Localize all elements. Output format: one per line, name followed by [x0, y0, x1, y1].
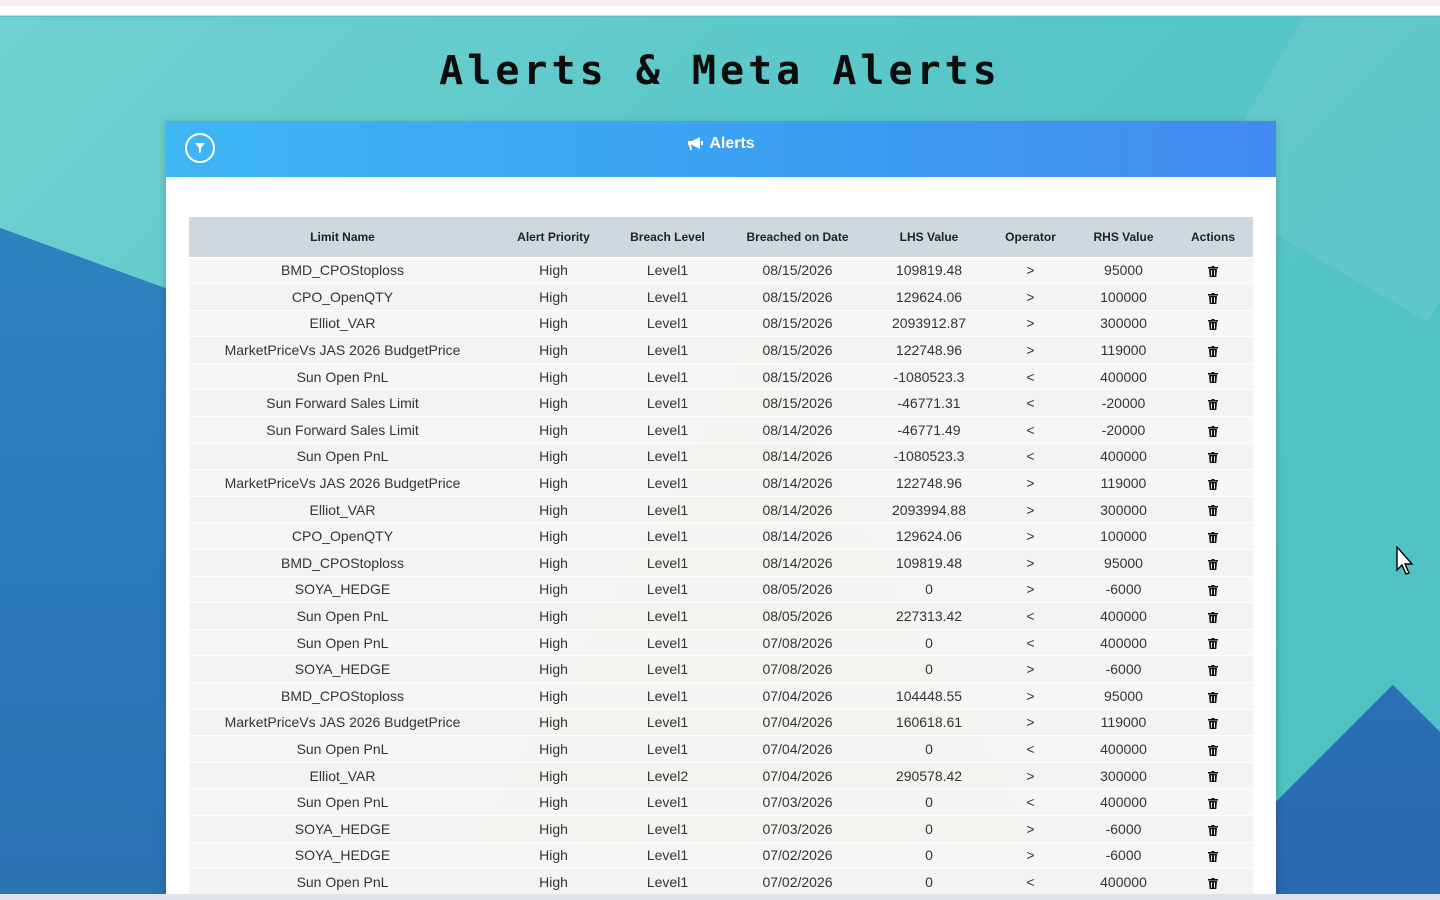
actions-cell — [1173, 523, 1253, 550]
column-header[interactable]: Operator — [987, 217, 1074, 257]
breached-date-cell: 08/14/2026 — [724, 470, 871, 497]
breached-date-cell: 07/02/2026 — [724, 869, 871, 894]
limit-name-cell: CPO_OpenQTY — [189, 523, 496, 550]
breached-date-cell: 08/15/2026 — [724, 337, 871, 364]
trash-icon[interactable] — [1208, 505, 1218, 516]
operator-cell: < — [987, 869, 1074, 894]
rhs-value-cell: 100000 — [1074, 523, 1173, 550]
breached-date-cell: 07/08/2026 — [724, 656, 871, 683]
operator-cell: > — [987, 709, 1074, 736]
breach-level-cell: Level1 — [611, 443, 724, 470]
rhs-value-cell: -20000 — [1074, 390, 1173, 417]
alert-priority-cell: High — [496, 762, 611, 789]
alert-priority-cell: High — [496, 842, 611, 869]
operator-cell: > — [987, 523, 1074, 550]
trash-icon[interactable] — [1208, 612, 1218, 623]
trash-icon[interactable] — [1208, 851, 1218, 862]
operator-cell: < — [987, 736, 1074, 763]
limit-name-cell: Sun Open PnL — [189, 363, 496, 390]
lhs-value-cell: 104448.55 — [871, 683, 987, 710]
operator-cell: > — [987, 576, 1074, 603]
actions-cell — [1173, 709, 1253, 736]
breached-date-cell: 08/15/2026 — [724, 363, 871, 390]
alert-priority-cell: High — [496, 629, 611, 656]
rhs-value-cell: 119000 — [1074, 470, 1173, 497]
breached-date-cell: 08/15/2026 — [724, 257, 871, 284]
actions-cell — [1173, 337, 1253, 364]
table-row — [189, 310, 1253, 337]
actions-cell — [1173, 762, 1253, 789]
operator-cell: > — [987, 337, 1074, 364]
breach-level-cell: Level2 — [611, 762, 724, 789]
alert-priority-cell: High — [496, 789, 611, 816]
breach-level-cell: Level1 — [611, 257, 724, 284]
operator-cell: > — [987, 683, 1074, 710]
lhs-value-cell: 227313.42 — [871, 603, 987, 630]
trash-icon[interactable] — [1208, 771, 1218, 782]
lhs-value-cell: 122748.96 — [871, 337, 987, 364]
breach-level-cell: Level1 — [611, 603, 724, 630]
breach-level-cell: Level1 — [611, 390, 724, 417]
browser-bottom-strip — [0, 894, 1440, 900]
operator-cell: < — [987, 603, 1074, 630]
breach-level-cell: Level1 — [611, 709, 724, 736]
rhs-value-cell: 119000 — [1074, 709, 1173, 736]
alerts-card-header — [166, 121, 1276, 177]
limit-name-cell: Sun Open PnL — [189, 603, 496, 630]
table-row — [189, 390, 1253, 417]
breached-date-cell: 07/02/2026 — [724, 842, 871, 869]
trash-icon[interactable] — [1208, 372, 1218, 383]
table-row — [189, 736, 1253, 763]
alert-priority-cell: High — [496, 869, 611, 894]
breach-level-cell: Level1 — [611, 629, 724, 656]
trash-icon[interactable] — [1208, 452, 1218, 463]
limit-name-cell: Sun Open PnL — [189, 869, 496, 894]
table-row — [189, 417, 1253, 444]
browser-top-strip — [0, 0, 1440, 16]
operator-cell: < — [987, 629, 1074, 656]
breached-date-cell: 08/05/2026 — [724, 576, 871, 603]
actions-cell — [1173, 603, 1253, 630]
limit-name-cell: Sun Forward Sales Limit — [189, 390, 496, 417]
alerts-card — [166, 121, 1276, 894]
table-row — [189, 470, 1253, 497]
table-row — [189, 550, 1253, 577]
breached-date-cell: 08/15/2026 — [724, 310, 871, 337]
breached-date-cell: 08/14/2026 — [724, 443, 871, 470]
operator-cell: > — [987, 496, 1074, 523]
breached-date-cell: 07/03/2026 — [724, 789, 871, 816]
alert-priority-cell: High — [496, 736, 611, 763]
trash-icon[interactable] — [1208, 718, 1218, 729]
actions-cell — [1173, 815, 1253, 842]
actions-cell — [1173, 390, 1253, 417]
column-header[interactable]: RHS Value — [1074, 217, 1173, 257]
breached-date-cell: 07/04/2026 — [724, 736, 871, 763]
lhs-value-cell: -46771.31 — [871, 390, 987, 417]
limit-name-cell: BMD_CPOStoploss — [189, 683, 496, 710]
alert-priority-cell: High — [496, 470, 611, 497]
operator-cell: > — [987, 762, 1074, 789]
trash-icon[interactable] — [1208, 825, 1218, 836]
actions-cell — [1173, 363, 1253, 390]
breached-date-cell: 08/14/2026 — [724, 523, 871, 550]
lhs-value-cell: 0 — [871, 789, 987, 816]
table-row — [189, 842, 1253, 869]
operator-cell: > — [987, 815, 1074, 842]
card-body — [166, 177, 1276, 894]
breach-level-cell: Level1 — [611, 815, 724, 842]
lhs-value-cell: 290578.42 — [871, 762, 987, 789]
rhs-value-cell: 95000 — [1074, 683, 1173, 710]
actions-cell — [1173, 683, 1253, 710]
limit-name-cell: Sun Forward Sales Limit — [189, 417, 496, 444]
rhs-value-cell: -6000 — [1074, 842, 1173, 869]
table-row — [189, 284, 1253, 311]
alert-priority-cell: High — [496, 337, 611, 364]
limit-name-cell: Elliot_VAR — [189, 310, 496, 337]
breached-date-cell: 08/15/2026 — [724, 390, 871, 417]
trash-icon[interactable] — [1208, 319, 1218, 330]
rhs-value-cell: -6000 — [1074, 656, 1173, 683]
trash-icon[interactable] — [1208, 479, 1218, 490]
actions-cell — [1173, 284, 1253, 311]
table-row — [189, 337, 1253, 364]
alert-priority-cell: High — [496, 417, 611, 444]
trash-icon[interactable] — [1208, 638, 1218, 649]
operator-cell: > — [987, 842, 1074, 869]
breach-level-cell: Level1 — [611, 842, 724, 869]
table-row — [189, 443, 1253, 470]
column-header[interactable]: Limit Name — [189, 217, 496, 257]
actions-cell — [1173, 842, 1253, 869]
breach-level-cell: Level1 — [611, 869, 724, 894]
trash-icon[interactable] — [1208, 745, 1218, 756]
lhs-value-cell: 0 — [871, 656, 987, 683]
operator-cell: < — [987, 363, 1074, 390]
alert-priority-cell: High — [496, 576, 611, 603]
actions-cell — [1173, 496, 1253, 523]
lhs-value-cell: 160618.61 — [871, 709, 987, 736]
table-row — [189, 762, 1253, 789]
lhs-value-cell: 0 — [871, 629, 987, 656]
rhs-value-cell: 400000 — [1074, 736, 1173, 763]
rhs-value-cell: -20000 — [1074, 417, 1173, 444]
breach-level-cell: Level1 — [611, 496, 724, 523]
limit-name-cell: Sun Open PnL — [189, 736, 496, 763]
table-row — [189, 683, 1253, 710]
operator-cell: < — [987, 443, 1074, 470]
trash-icon[interactable] — [1208, 798, 1218, 809]
table-row — [189, 789, 1253, 816]
breached-date-cell: 08/14/2026 — [724, 417, 871, 444]
breach-level-cell: Level1 — [611, 284, 724, 311]
limit-name-cell: SOYA_HEDGE — [189, 656, 496, 683]
lhs-value-cell: 0 — [871, 842, 987, 869]
column-header[interactable]: Breached on Date — [724, 217, 871, 257]
lhs-value-cell: 129624.06 — [871, 284, 987, 311]
limit-name-cell: SOYA_HEDGE — [189, 842, 496, 869]
alert-priority-cell: High — [496, 815, 611, 842]
breach-level-cell: Level1 — [611, 656, 724, 683]
actions-cell — [1173, 789, 1253, 816]
breach-level-cell: Level1 — [611, 337, 724, 364]
alert-priority-cell: High — [496, 257, 611, 284]
rhs-value-cell: -6000 — [1074, 576, 1173, 603]
lhs-value-cell: 122748.96 — [871, 470, 987, 497]
actions-cell — [1173, 550, 1253, 577]
breached-date-cell: 08/14/2026 — [724, 550, 871, 577]
alert-priority-cell: High — [496, 603, 611, 630]
trash-icon[interactable] — [1208, 585, 1218, 596]
limit-name-cell: BMD_CPOStoploss — [189, 550, 496, 577]
table-row — [189, 869, 1253, 894]
column-header[interactable]: LHS Value — [871, 217, 987, 257]
operator-cell: < — [987, 390, 1074, 417]
alert-priority-cell: High — [496, 656, 611, 683]
alert-priority-cell: High — [496, 550, 611, 577]
breach-level-cell: Level1 — [611, 789, 724, 816]
rhs-value-cell: 400000 — [1074, 363, 1173, 390]
card-header-title — [166, 135, 1276, 153]
rhs-value-cell: 95000 — [1074, 257, 1173, 284]
limit-name-cell: MarketPriceVs JAS 2026 BudgetPrice — [189, 709, 496, 736]
lhs-value-cell: -46771.49 — [871, 417, 987, 444]
limit-name-cell: MarketPriceVs JAS 2026 BudgetPrice — [189, 470, 496, 497]
alert-priority-cell: High — [496, 683, 611, 710]
alert-priority-cell: High — [496, 443, 611, 470]
bullhorn-icon — [687, 136, 705, 152]
table-header-row — [189, 217, 1253, 257]
limit-name-cell: SOYA_HEDGE — [189, 815, 496, 842]
alert-priority-cell: High — [496, 709, 611, 736]
alert-priority-cell: High — [496, 390, 611, 417]
trash-icon[interactable] — [1208, 399, 1218, 410]
lhs-value-cell: -1080523.3 — [871, 363, 987, 390]
trash-icon[interactable] — [1208, 559, 1218, 570]
rhs-value-cell: 100000 — [1074, 284, 1173, 311]
limit-name-cell: Elliot_VAR — [189, 496, 496, 523]
trash-icon[interactable] — [1208, 532, 1218, 543]
table-row — [189, 815, 1253, 842]
operator-cell: < — [987, 789, 1074, 816]
actions-cell — [1173, 656, 1253, 683]
table-row — [189, 629, 1253, 656]
table-row — [189, 603, 1253, 630]
actions-cell — [1173, 576, 1253, 603]
breach-level-cell: Level1 — [611, 310, 724, 337]
rhs-value-cell: 400000 — [1074, 869, 1173, 894]
breach-level-cell: Level1 — [611, 550, 724, 577]
breach-level-cell: Level1 — [611, 683, 724, 710]
table-row — [189, 363, 1253, 390]
rhs-value-cell: 400000 — [1074, 629, 1173, 656]
table-body — [189, 257, 1253, 894]
alert-priority-cell: High — [496, 363, 611, 390]
breach-level-cell: Level1 — [611, 523, 724, 550]
limit-name-cell: Sun Open PnL — [189, 443, 496, 470]
rhs-value-cell: 119000 — [1074, 337, 1173, 364]
alert-priority-cell: High — [496, 523, 611, 550]
table-row — [189, 257, 1253, 284]
breached-date-cell: 07/04/2026 — [724, 683, 871, 710]
actions-cell — [1173, 736, 1253, 763]
trash-icon[interactable] — [1208, 426, 1218, 437]
breach-level-cell: Level1 — [611, 576, 724, 603]
lhs-value-cell: 2093912.87 — [871, 310, 987, 337]
column-header[interactable]: Alert Priority — [496, 217, 611, 257]
operator-cell: > — [987, 257, 1074, 284]
breached-date-cell: 07/04/2026 — [724, 762, 871, 789]
table-row — [189, 709, 1253, 736]
breached-date-cell: 08/05/2026 — [724, 603, 871, 630]
operator-cell: > — [987, 470, 1074, 497]
trash-icon[interactable] — [1208, 692, 1218, 703]
limit-name-cell: SOYA_HEDGE — [189, 576, 496, 603]
operator-cell: > — [987, 310, 1074, 337]
lhs-value-cell: 0 — [871, 815, 987, 842]
breached-date-cell: 07/03/2026 — [724, 815, 871, 842]
column-header[interactable]: Breach Level — [611, 217, 724, 257]
actions-cell — [1173, 443, 1253, 470]
trash-icon[interactable] — [1208, 346, 1218, 357]
lhs-value-cell: 0 — [871, 576, 987, 603]
card-header-label: Alerts — [709, 135, 755, 152]
lhs-value-cell: 129624.06 — [871, 523, 987, 550]
breach-level-cell: Level1 — [611, 470, 724, 497]
trash-icon[interactable] — [1208, 665, 1218, 676]
alert-priority-cell: High — [496, 310, 611, 337]
rhs-value-cell: 300000 — [1074, 762, 1173, 789]
trash-icon[interactable] — [1208, 266, 1218, 277]
table-row — [189, 523, 1253, 550]
actions-cell — [1173, 629, 1253, 656]
rhs-value-cell: 300000 — [1074, 310, 1173, 337]
trash-icon[interactable] — [1208, 878, 1218, 889]
breach-level-cell: Level1 — [611, 417, 724, 444]
breached-date-cell: 07/04/2026 — [724, 709, 871, 736]
column-header[interactable]: Actions — [1173, 217, 1253, 257]
rhs-value-cell: 300000 — [1074, 496, 1173, 523]
lhs-value-cell: 2093994.88 — [871, 496, 987, 523]
actions-cell — [1173, 470, 1253, 497]
trash-icon[interactable] — [1208, 293, 1218, 304]
operator-cell: < — [987, 417, 1074, 444]
actions-cell — [1173, 257, 1253, 284]
breach-level-cell: Level1 — [611, 363, 724, 390]
rhs-value-cell: 400000 — [1074, 789, 1173, 816]
limit-name-cell: Sun Open PnL — [189, 629, 496, 656]
operator-cell: > — [987, 550, 1074, 577]
breached-date-cell: 07/08/2026 — [724, 629, 871, 656]
lhs-value-cell: 0 — [871, 869, 987, 894]
lhs-value-cell: 0 — [871, 736, 987, 763]
lhs-value-cell: -1080523.3 — [871, 443, 987, 470]
actions-cell — [1173, 417, 1253, 444]
rhs-value-cell: 400000 — [1074, 443, 1173, 470]
limit-name-cell: CPO_OpenQTY — [189, 284, 496, 311]
limit-name-cell: Sun Open PnL — [189, 789, 496, 816]
table-row — [189, 496, 1253, 523]
lhs-value-cell: 109819.48 — [871, 257, 987, 284]
alert-priority-cell: High — [496, 284, 611, 311]
lhs-value-cell: 109819.48 — [871, 550, 987, 577]
rhs-value-cell: 400000 — [1074, 603, 1173, 630]
limit-name-cell: MarketPriceVs JAS 2026 BudgetPrice — [189, 337, 496, 364]
alerts-table — [189, 217, 1253, 894]
actions-cell — [1173, 869, 1253, 894]
limit-name-cell: BMD_CPOStoploss — [189, 257, 496, 284]
table-row — [189, 656, 1253, 683]
rhs-value-cell: -6000 — [1074, 815, 1173, 842]
operator-cell: > — [987, 656, 1074, 683]
operator-cell: > — [987, 284, 1074, 311]
breached-date-cell: 08/14/2026 — [724, 496, 871, 523]
breached-date-cell: 08/15/2026 — [724, 284, 871, 311]
rhs-value-cell: 95000 — [1074, 550, 1173, 577]
limit-name-cell: Elliot_VAR — [189, 762, 496, 789]
alert-priority-cell: High — [496, 496, 611, 523]
page-title: Alerts & Meta Alerts — [439, 48, 1001, 94]
breach-level-cell: Level1 — [611, 736, 724, 763]
table-row — [189, 576, 1253, 603]
actions-cell — [1173, 310, 1253, 337]
